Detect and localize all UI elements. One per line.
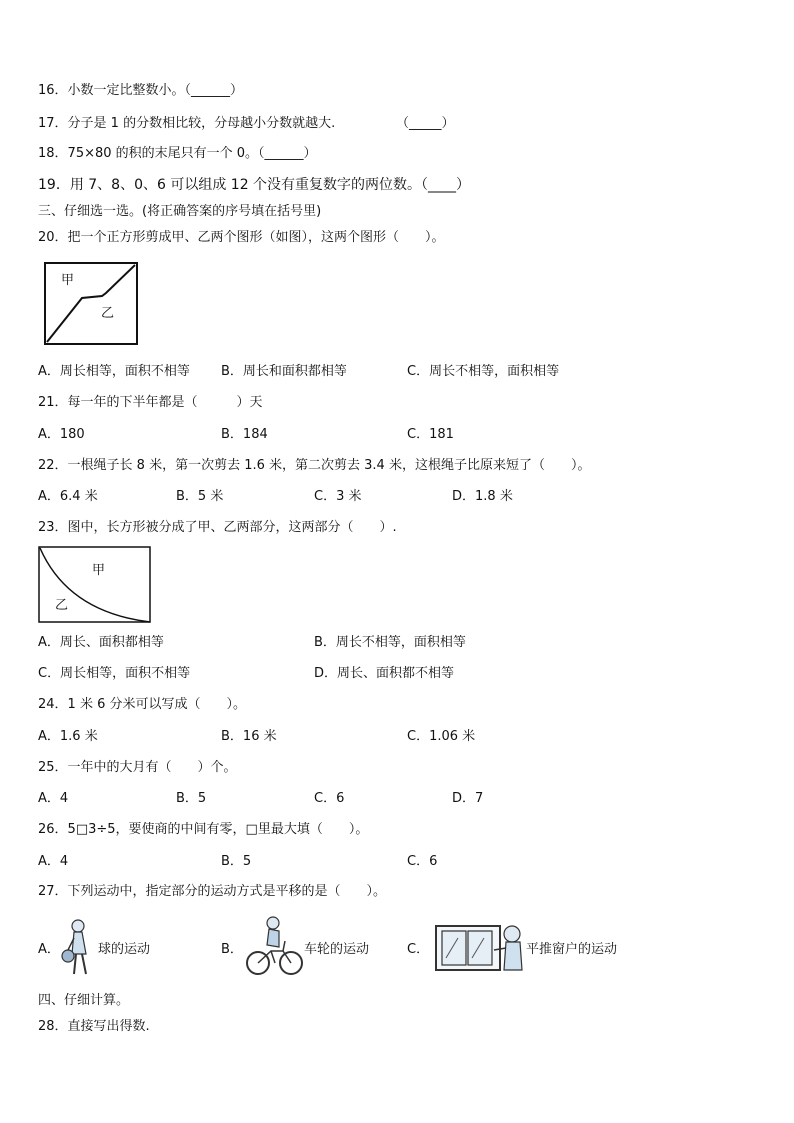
option-q26-c[interactable]: C．6	[407, 854, 438, 869]
option-q20-b[interactable]: B．周长和面积都相等	[221, 364, 347, 379]
option-q25-d[interactable]: D．7	[452, 791, 484, 806]
option-q23-d[interactable]: D．周长、面积都不相等	[314, 666, 455, 681]
option-q23-c[interactable]: C．周长相等，面积不相等	[38, 666, 191, 681]
option-q27-a-letter[interactable]: A．	[38, 942, 60, 957]
option-q27-a-text[interactable]: 球的运动	[98, 942, 151, 957]
option-q24-b[interactable]: B．16 米	[221, 729, 277, 744]
option-q27-c-letter[interactable]: C．	[407, 942, 430, 957]
figure-label-yi: 乙	[101, 306, 115, 321]
option-q24-a[interactable]: A．1.6 米	[38, 729, 98, 744]
option-q20-c[interactable]: C．周长不相等，面积相等	[407, 364, 560, 379]
question-23: 23．图中，长方形被分成了甲、乙两部分，这两部分（ ）.	[38, 520, 397, 535]
window-person-icon	[434, 920, 526, 974]
figure-label-yi: 乙	[55, 598, 69, 613]
question-25: 25．一年中的大月有（ ）个。	[38, 760, 237, 775]
option-q27-b-letter[interactable]: B．	[221, 942, 243, 957]
section-4-title: 四、仔细计算。	[38, 993, 130, 1008]
option-q21-b[interactable]: B．184	[221, 427, 268, 442]
option-q25-b[interactable]: B．5	[176, 791, 207, 806]
question-27: 27．下列运动中，指定部分的运动方式是平移的是（ ）。	[38, 884, 387, 899]
option-q25-a[interactable]: A．4	[38, 791, 69, 806]
question-24: 24．1 米 6 分米可以写成（ ）。	[38, 697, 246, 712]
square-cut-figure	[44, 262, 140, 346]
question-17: 17．分子是 1 的分数相比较，分母越小分数就越大.	[38, 116, 336, 131]
option-q22-b[interactable]: B．5 米	[176, 489, 224, 504]
option-q25-c[interactable]: C．6	[314, 791, 345, 806]
option-q22-d[interactable]: D．1.8 米	[452, 489, 513, 504]
option-q22-c[interactable]: C．3 米	[314, 489, 362, 504]
option-q21-c[interactable]: C．181	[407, 427, 454, 442]
question-28: 28．直接写出得数.	[38, 1019, 150, 1034]
option-q27-b-text[interactable]: 车轮的运动	[304, 942, 370, 957]
question-17-blank: （_____）	[396, 116, 455, 131]
section-3-title: 三、仔细选一选。(将正确答案的序号填在括号里)	[38, 204, 322, 219]
option-q24-c[interactable]: C．1.06 米	[407, 729, 476, 744]
option-q22-a[interactable]: A．6.4 米	[38, 489, 98, 504]
figure-label-jia: 甲	[92, 563, 106, 578]
figure-label-jia: 甲	[61, 273, 75, 288]
option-q23-b[interactable]: B．周长不相等，面积相等	[314, 635, 466, 650]
option-q26-b[interactable]: B．5	[221, 854, 252, 869]
question-18: 18．75×80 的积的末尾只有一个 0。（______）	[38, 146, 317, 161]
option-q26-a[interactable]: A．4	[38, 854, 69, 869]
option-q20-a[interactable]: A．周长相等，面积不相等	[38, 364, 190, 379]
option-q21-a[interactable]: A．180	[38, 427, 85, 442]
question-16: 16．小数一定比整数小。（______）	[38, 83, 244, 98]
option-q27-c-text[interactable]: 平推窗户的运动	[526, 942, 618, 957]
option-q23-a[interactable]: A．周长、面积都相等	[38, 635, 164, 650]
question-19: 19．用 7、8、0、6 可以组成 12 个没有重复数字的两位数。（____）	[38, 177, 471, 193]
question-26: 26．5□3÷5，要使商的中间有零，□里最大填（ ）。	[38, 822, 369, 837]
bicycle-rider-icon	[245, 915, 305, 979]
person-ball-icon	[60, 918, 100, 978]
question-22: 22．一根绳子长 8 米，第一次剪去 1.6 米，第二次剪去 3.4 米，这根绳子比原来短了（ ）。	[38, 458, 591, 473]
question-21: 21．每一年的下半年都是（ ）天	[38, 395, 263, 410]
question-20: 20．把一个正方形剪成甲、乙两个图形（如图），这两个图形（ ）。	[38, 230, 445, 245]
